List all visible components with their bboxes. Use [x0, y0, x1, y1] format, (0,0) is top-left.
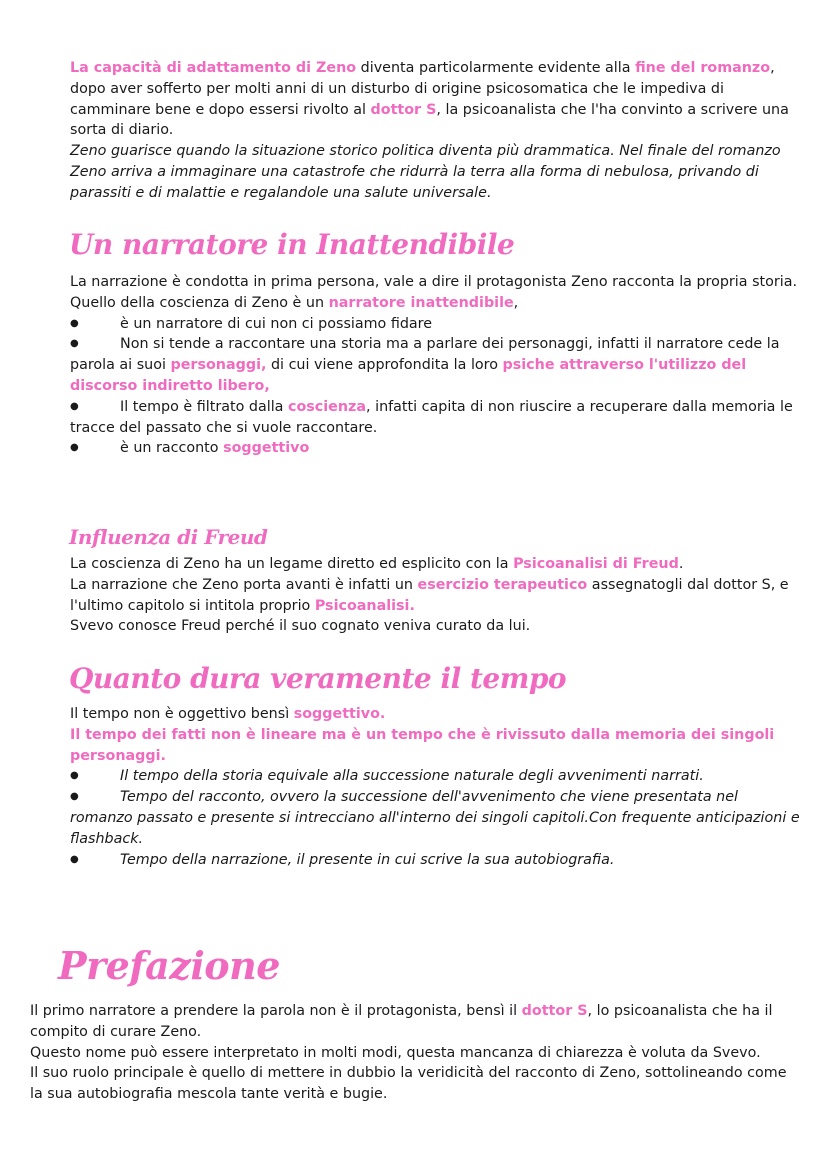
text [70, 397, 800, 439]
section-heading-prefazione: Prefazione [58, 943, 280, 988]
text: Tempo del racconto, ovvero la successione dell'avvenimento che viene presentata nel romanzo passato e presente si intrecciano all'interno dei singoli capitoli.Con frequente anticipazioni e flashback. [70, 789, 800, 847]
list-item [70, 397, 800, 439]
highlight: psiche attraverso l'utilizzo del discorso indiretto libero, [70, 357, 747, 394]
text [70, 438, 800, 459]
text: , infatti capita di non riuscire a recuperare dalla memoria le tracce del passato che si vuole raccontare. [70, 398, 793, 436]
list-item [70, 766, 800, 787]
text [70, 334, 800, 396]
section-narratore [70, 272, 800, 459]
highlight: Psicoanalisi di Freud [513, 556, 679, 572]
bullet-icon: ● [70, 338, 79, 350]
text: . [678, 556, 684, 572]
text: Il tempo della storia equivale alla successione naturale degli avvenimenti narrati. [120, 768, 704, 785]
paragraph: Svevo conosce Freud perché il suo cognato veniva curato da lui. [70, 618, 531, 635]
section-prefazione [30, 1001, 800, 1105]
text: Il tempo è filtrato dalla [120, 398, 288, 415]
list-item [70, 314, 800, 335]
bullet-icon: ● [70, 853, 79, 865]
text: Il tempo non è oggettivo bensì [70, 706, 294, 722]
paragraph [70, 704, 800, 725]
text: è un racconto [120, 440, 224, 457]
highlight: esercizio terapeutico [417, 576, 588, 593]
highlight: Psicoanalisi. [314, 597, 415, 614]
intro-paragraph [70, 58, 800, 141]
text: , dopo aver sofferto per molti anni di un disturbo di origine psicosomatica che le impediva di camminare bene e dopo essersi rivolto al [70, 60, 775, 118]
list-item [70, 334, 800, 396]
highlight: personaggi, [170, 357, 267, 374]
highlight: La capacità di adattamento di Zeno [70, 60, 357, 76]
text: Quello della coscienza di Zeno è un [70, 294, 329, 311]
paragraph: Il suo ruolo principale è quello di mettere in dubbio la veridicità del racconto di Zeno, sottolineando come la sua autobiografia mescola tante verità e bugie. [30, 1065, 787, 1103]
text: , [513, 294, 519, 311]
section-heading-freud: Influenza di Freud [69, 525, 268, 549]
highlight: coscienza [287, 398, 367, 415]
list-item [70, 438, 800, 459]
section-heading-tempo: Quanto dura veramente il tempo [69, 662, 567, 695]
section-heading-narratore: Un narratore in Inattendibile [69, 228, 515, 261]
paragraph [70, 554, 800, 575]
paragraph: Questo nome può essere interpretato in molti modi, questa mancanza di chiarezza è voluta da Svevo. [30, 1044, 761, 1061]
text: diventa particolarmente evidente alla [356, 60, 636, 76]
paragraph [70, 293, 800, 314]
text: La narrazione che Zeno porta avanti è infatti un [70, 576, 418, 593]
text: è un narratore di cui non ci possiamo fidare [120, 315, 433, 332]
intro-italic-paragraph: Zeno guarisce quando la situazione storico politica diventa più drammatica. Nel finale del romanzo Zeno arriva a immaginare una catastrofe che ridurrà la terra alla forma di nebulosa, privando di parassiti e di malattie e regalandole una salute universale. [70, 143, 781, 201]
section-tempo [70, 704, 800, 870]
bullet-icon: ● [70, 442, 79, 454]
paragraph [70, 575, 800, 617]
text: Il primo narratore a prendere la parola non è il protagonista, bensì il [30, 1003, 522, 1019]
bullet-icon: ● [70, 791, 79, 803]
highlight: narratore inattendibile [328, 294, 514, 311]
paragraph [30, 1001, 800, 1043]
bullet-icon: ● [70, 317, 79, 329]
list-item [70, 787, 800, 849]
list-item [70, 850, 800, 871]
highlight: fine del romanzo [635, 60, 771, 76]
text: , la psicoanalista che l'ha convinto a scrivere una sorta di diario. [70, 101, 789, 139]
highlight: dottor S [370, 101, 437, 118]
intro [70, 58, 800, 204]
text: La coscienza di Zeno ha un legame diretto ed esplicito con la [70, 556, 514, 572]
text: di cui viene approfondita la loro [266, 357, 503, 374]
bullet-icon: ● [70, 400, 79, 412]
text: Tempo della narrazione, il presente in cui scrive la sua autobiografia. [120, 851, 615, 868]
section-freud [70, 554, 800, 637]
text: assegnatogli dal dottor S, e l'ultimo capitolo si intitola proprio [70, 576, 789, 614]
highlight: soggettivo. [293, 706, 386, 722]
highlight: dottor S [521, 1003, 588, 1019]
text: , lo psicoanalista che ha il compito di curare Zeno. [30, 1003, 773, 1040]
bullet-icon: ● [70, 770, 79, 782]
paragraph: La narrazione è condotta in prima persona, vale a dire il protagonista Zeno racconta la propria storia. [70, 274, 798, 290]
highlight: soggettivo [223, 440, 310, 457]
text: Non si tende a raccontare una storia ma a parlare dei personaggi, infatti il narratore cede la parola ai suoi [70, 336, 780, 374]
highlight-paragraph: Il tempo dei fatti non è lineare ma è un tempo che è rivissuto dalla memoria dei singoli personaggi. [70, 726, 775, 764]
